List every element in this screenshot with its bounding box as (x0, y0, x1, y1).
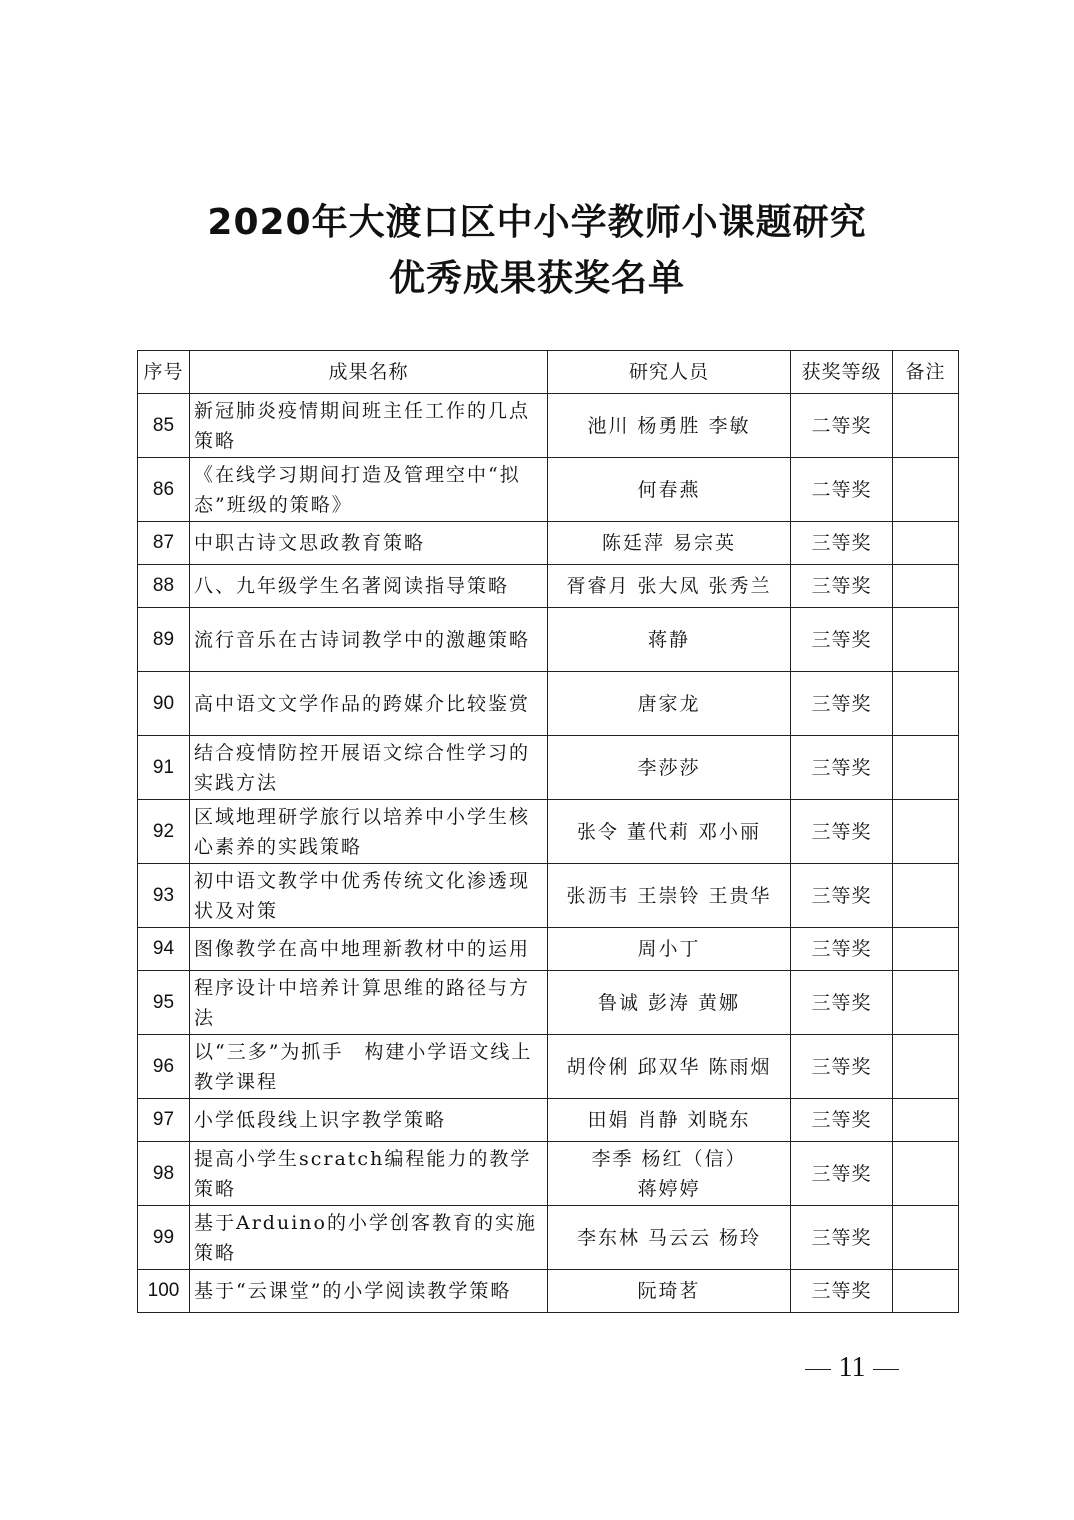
table-row (138, 1206, 959, 1270)
header-award: 获奖等级 (791, 351, 893, 394)
row-notes (893, 672, 959, 736)
row-name: 八、九年级学生名著阅读指导策略 (190, 565, 548, 608)
table-row (138, 672, 959, 736)
row-researchers: 鲁诚 彭涛 黄娜 (548, 971, 791, 1035)
row-num: 100 (138, 1270, 190, 1313)
table-row (138, 864, 959, 928)
row-notes (893, 458, 959, 522)
table-row (138, 800, 959, 864)
row-award: 三等奖 (791, 522, 893, 565)
row-num: 98 (138, 1142, 190, 1206)
row-name: 提高小学生scratch编程能力的教学策略 (190, 1142, 548, 1206)
row-num: 99 (138, 1206, 190, 1270)
row-award: 二等奖 (791, 458, 893, 522)
table-row (138, 522, 959, 565)
table-row (138, 928, 959, 971)
row-num: 90 (138, 672, 190, 736)
row-num: 88 (138, 565, 190, 608)
row-num: 96 (138, 1035, 190, 1099)
row-name: 《在线学习期间打造及管理空中“拟态”班级的策略》 (190, 458, 548, 522)
table-row (138, 1099, 959, 1142)
page-title: 2020年大渡口区中小学教师小课题研究 (207, 202, 867, 243)
row-notes (893, 1206, 959, 1270)
row-num: 97 (138, 1099, 190, 1142)
row-name: 小学低段线上识字教学策略 (190, 1099, 548, 1142)
row-num: 85 (138, 394, 190, 458)
row-researchers: 阮琦茗 (548, 1270, 791, 1313)
row-num: 93 (138, 864, 190, 928)
table-row (138, 971, 959, 1035)
table-row (138, 1270, 959, 1313)
row-num: 89 (138, 608, 190, 672)
row-researchers: 池川 杨勇胜 李敏 (548, 394, 791, 458)
row-name: 流行音乐在古诗词教学中的激趣策略 (190, 608, 548, 672)
row-award: 三等奖 (791, 1142, 893, 1206)
row-notes (893, 608, 959, 672)
row-notes (893, 565, 959, 608)
row-researchers: 李莎莎 (548, 736, 791, 800)
row-researchers-line: 蒋婷婷 (637, 1177, 701, 1200)
row-researchers: 唐家龙 (548, 672, 791, 736)
row-award: 三等奖 (791, 864, 893, 928)
header-researchers: 研究人员 (548, 351, 791, 394)
row-award: 三等奖 (791, 1099, 893, 1142)
awards-table (137, 350, 959, 1313)
row-num: 95 (138, 971, 190, 1035)
row-name: 基于Arduino的小学创客教育的实施策略 (190, 1206, 548, 1270)
table-row (138, 458, 959, 522)
row-award: 三等奖 (791, 1270, 893, 1313)
row-name: 以“三多”为抓手 构建小学语文线上教学课程 (190, 1035, 548, 1099)
table-row (138, 736, 959, 800)
table-row (138, 608, 959, 672)
table-row (138, 565, 959, 608)
table-row (138, 394, 959, 458)
page-number-value: 11 (838, 1352, 866, 1383)
header-name: 成果名称 (190, 351, 548, 394)
row-notes (893, 971, 959, 1035)
row-name: 程序设计中培养计算思维的路径与方法 (190, 971, 548, 1035)
row-notes (893, 928, 959, 971)
page-subtitle: 优秀成果获奖名单 (388, 258, 685, 299)
row-name: 图像教学在高中地理新教材中的运用 (190, 928, 548, 971)
row-notes (893, 736, 959, 800)
row-award: 二等奖 (791, 394, 893, 458)
row-notes (893, 800, 959, 864)
header-notes: 备注 (893, 351, 959, 394)
row-name: 区域地理研学旅行以培养中小学生核心素养的实践策略 (190, 800, 548, 864)
row-researchers (548, 1142, 791, 1206)
table-header-row (138, 351, 959, 394)
row-num: 87 (138, 522, 190, 565)
row-award: 三等奖 (791, 800, 893, 864)
row-award: 三等奖 (791, 971, 893, 1035)
row-award: 三等奖 (791, 928, 893, 971)
row-award: 三等奖 (791, 608, 893, 672)
row-researchers: 张令 董代莉 邓小丽 (548, 800, 791, 864)
row-researchers: 张沥韦 王崇铃 王贵华 (548, 864, 791, 928)
row-notes (893, 1270, 959, 1313)
row-num: 86 (138, 458, 190, 522)
row-award: 三等奖 (791, 736, 893, 800)
row-name: 初中语文教学中优秀传统文化渗透现状及对策 (190, 864, 548, 928)
row-award: 三等奖 (791, 1035, 893, 1099)
row-notes (893, 1035, 959, 1099)
row-award: 三等奖 (791, 1206, 893, 1270)
row-researchers: 田娟 肖静 刘晓东 (548, 1099, 791, 1142)
row-name: 中职古诗文思政教育策略 (190, 522, 548, 565)
page-number (800, 1350, 904, 1386)
header-num: 序号 (138, 351, 190, 394)
row-notes (893, 1099, 959, 1142)
row-researchers-line: 李季 杨红（信） (591, 1147, 747, 1170)
dash-left (805, 1369, 831, 1370)
row-num: 92 (138, 800, 190, 864)
row-name: 新冠肺炎疫情期间班主任工作的几点策略 (190, 394, 548, 458)
row-num: 94 (138, 928, 190, 971)
row-name: 高中语文文学作品的跨媒介比较鉴赏 (190, 672, 548, 736)
row-researchers: 蒋静 (548, 608, 791, 672)
row-researchers: 李东林 马云云 杨玲 (548, 1206, 791, 1270)
row-notes (893, 522, 959, 565)
row-researchers: 胥睿月 张大凤 张秀兰 (548, 565, 791, 608)
row-notes (893, 864, 959, 928)
row-researchers: 陈廷萍 易宗英 (548, 522, 791, 565)
row-researchers: 何春燕 (548, 458, 791, 522)
row-name: 基于“云课堂”的小学阅读教学策略 (190, 1270, 548, 1313)
row-name: 结合疫情防控开展语文综合性学习的实践方法 (190, 736, 548, 800)
row-award: 三等奖 (791, 672, 893, 736)
row-researchers: 胡伶俐 邱双华 陈雨烟 (548, 1035, 791, 1099)
row-num: 91 (138, 736, 190, 800)
dash-right (873, 1369, 899, 1370)
row-notes (893, 394, 959, 458)
table-row (138, 1142, 959, 1206)
row-award: 三等奖 (791, 565, 893, 608)
row-notes (893, 1142, 959, 1206)
row-researchers: 周小丁 (548, 928, 791, 971)
table-row (138, 1035, 959, 1099)
